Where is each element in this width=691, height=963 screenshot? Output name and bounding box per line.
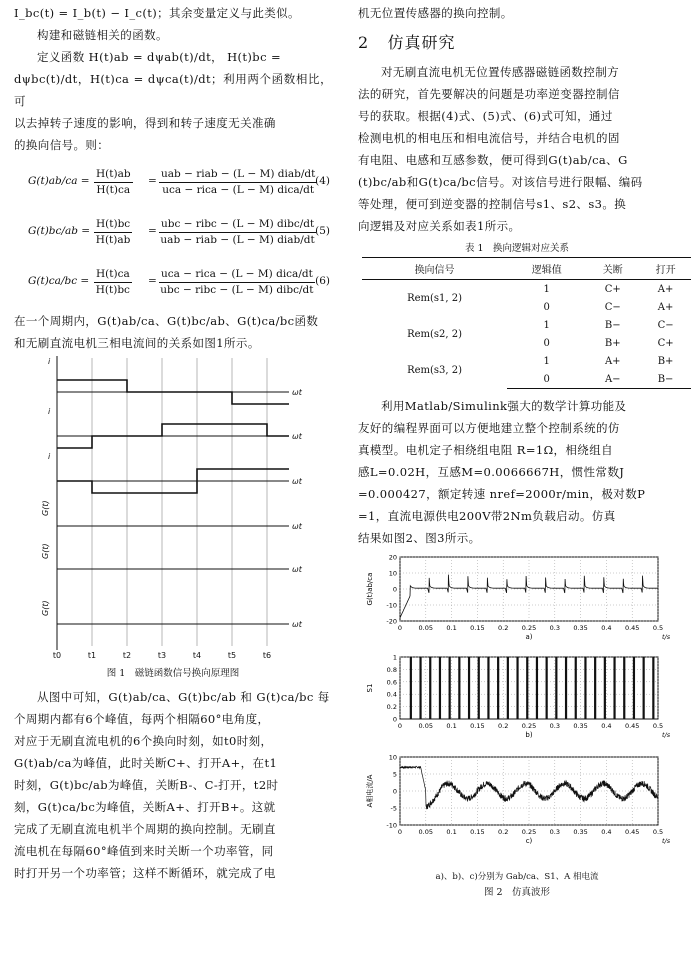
text-line: 号的获取。根据(4)式、(5)式、(6)式可知，通过 (358, 109, 613, 123)
eq-fraction (94, 217, 132, 248)
x-tick-label: 0.3 (549, 828, 560, 836)
table-cell: C+ (604, 283, 621, 295)
y-axis-label: A相电流/A (366, 774, 374, 808)
panel-tag: b) (525, 731, 533, 739)
table-1-title: 表 1 换向逻辑对应关系 (464, 243, 570, 254)
x-label: ωt (292, 477, 302, 486)
eq-num: H(t)ab (94, 167, 133, 183)
group-name: Rem(s3, 2) (407, 364, 463, 376)
eq-lhs: G(t)bc/ab = (28, 225, 91, 237)
x-tick-label: 0.15 (470, 828, 485, 836)
y-label-ia: i (48, 357, 51, 366)
x-tick-label: 0.35 (573, 624, 588, 632)
x-tick-label: 0.1 (446, 722, 457, 730)
equation-number: (5) (315, 225, 330, 237)
panel-tag: c) (525, 837, 533, 845)
table-row (362, 352, 691, 370)
eq-num: H(t)bc (94, 217, 132, 233)
tick-t6: t6 (262, 651, 272, 660)
x-tick-label: 0.2 (498, 722, 509, 730)
x-tick-label: 0.4 (601, 828, 612, 836)
eq-den: uca − rica − (L − M) dica/dt (162, 184, 315, 196)
eq-fraction (159, 267, 315, 298)
table-cell: C+ (657, 337, 674, 349)
figure-2-subcaption: a)、b)、c)分别为 Gab/ca、S1、A 相电流 (435, 872, 599, 882)
text-line: 友好的编程界面可以方便地建立整个控制系统的仿 (358, 421, 620, 435)
y-label-g3: G(t) (41, 600, 50, 616)
x-unit-label: t/s (662, 837, 671, 845)
x-tick-label: 0.05 (418, 624, 434, 632)
y-axis-label: S1 (366, 683, 374, 693)
eq-num: H(t)ca (94, 267, 132, 283)
table-row (362, 280, 691, 299)
table-cell: 0 (507, 370, 586, 389)
eq-fraction (159, 217, 316, 248)
equation-number: (4) (315, 175, 330, 187)
x-unit-label: t/s (662, 731, 671, 739)
x-tick-label: 0.25 (521, 828, 537, 836)
def-h-bc: H(t)bc = (227, 50, 281, 64)
table-row (362, 316, 691, 334)
x-tick-label: 0.2 (498, 624, 509, 632)
y-tick-label: -5 (390, 804, 397, 813)
table-cell: B− (639, 370, 691, 389)
text-line: 和无刷直流电机三相电流间的关系如图1所示。 (14, 336, 260, 350)
table-cell: 1 (543, 283, 550, 295)
text-line: 在一个周期内，G(t)ab/ca、G(t)bc/ab、G(t)ca/bc函数 (14, 314, 319, 328)
right-column (358, 0, 676, 901)
x-tick-label: 0.45 (624, 828, 640, 836)
table-cell: 1 (543, 355, 550, 367)
tick-t2: t2 (122, 651, 132, 660)
x-tick-label: 0.5 (652, 624, 664, 632)
def-label: 定义函数 (37, 50, 85, 64)
column-header: 关断 (586, 258, 639, 280)
section-number: 2 (358, 33, 370, 52)
column-header: 逻辑值 (507, 258, 586, 280)
x-label: ωt (292, 522, 302, 531)
y-label-g2: G(t) (41, 543, 50, 559)
x-label: ωt (292, 432, 302, 441)
left-column (14, 0, 332, 884)
table-cell: C− (604, 301, 621, 313)
text-line: 时刻，G(t)bc/ab为峰值，关断B-、C-打开，t2时 (14, 778, 279, 792)
x-tick-label: 0 (397, 624, 403, 632)
y-tick-label: 10 (388, 569, 397, 578)
figure-2-caption: 图 2 仿真波形 (483, 887, 551, 898)
text-line: (t)bc/ab和G(t)ca/bc信号。对该信号进行限幅、编码 (358, 175, 643, 189)
x-tick-label: 0.5 (652, 828, 664, 836)
table-cell: A+ (657, 301, 674, 313)
x-tick-label: 0.45 (624, 624, 640, 632)
figure-2-simulation-waveforms (358, 551, 676, 871)
x-label: ωt (292, 388, 302, 397)
eq-den: H(t)ab (95, 234, 131, 246)
x-tick-label: 0.4 (601, 722, 612, 730)
text-line: 对无刷直流电机无位置传感器磁链函数控制方 (381, 65, 619, 79)
y-tick-label: 0.8 (386, 665, 397, 674)
y-label-g1: G(t) (41, 500, 50, 516)
text-line: 向逻辑及对应关系如表1所示。 (358, 219, 521, 233)
y-tick-label: -10 (386, 821, 397, 830)
x-tick-label: 0.05 (418, 722, 434, 730)
figure-1-commutation-diagram (14, 354, 332, 672)
text-line: 等处理，便可到逆变器的控制信号s1、s2、s3。换 (358, 197, 627, 211)
y-tick-label: 0.2 (386, 703, 397, 712)
text-line: I_bc(t) = I_b(t) − I_c(t)；其余变量定义与此类似。 (14, 6, 300, 20)
x-unit-label: t/s (662, 633, 671, 641)
x-label: ωt (292, 620, 302, 629)
x-tick-label: 0.2 (498, 828, 509, 836)
text-line: 感L=0.02H，互感M=0.0066667H，惯性常数J (358, 465, 625, 479)
x-tick-label: 0.4 (601, 624, 612, 632)
equation-5: G(t)bc/ab = $\frac{H(t)bc}{H(t)ab}$ = ubc − ribc − (L − M) dibc/dt uab − riab − (L − M) diab/dt (5) (28, 218, 330, 246)
eq-fraction (159, 167, 317, 198)
y-tick-label: 20 (388, 553, 397, 562)
text-line: 有电阻、电感和互感参数，便可得到G(t)ab/ca、G (358, 153, 628, 167)
x-tick-label: 0.1 (446, 624, 457, 632)
table-cell: B+ (604, 337, 621, 349)
time-gridlines (92, 358, 267, 646)
table-cell: A− (586, 370, 639, 389)
y-label-ic: i (48, 452, 51, 461)
section-heading (358, 30, 676, 53)
text-line: 结果如图2、图3所示。 (358, 531, 481, 545)
section-title: 仿真研究 (387, 33, 456, 52)
panel-tag: a) (525, 633, 533, 641)
x-tick-label: 0 (397, 828, 403, 836)
x-tick-label: 0.35 (573, 722, 588, 730)
tick-t1: t1 (87, 651, 97, 660)
text-line: 完成了无刷直流电机半个周期的换向控制。无刷直 (14, 822, 276, 836)
column-header: 打开 (639, 258, 691, 280)
text-line: dψbc(t)/dt，H(t)ca = dψca(t)/dt；利用两个函数相比，可 (14, 72, 332, 108)
tick-t4: t4 (192, 651, 202, 660)
text-line: 时打开另一个功率管；这样不断循环，就完成了电 (14, 866, 276, 880)
y-tick-label: 0 (392, 585, 397, 594)
x-tick-label: 0.1 (446, 828, 457, 836)
x-tick-label: 0.25 (521, 722, 537, 730)
y-tick-label: 0.4 (386, 690, 397, 699)
tick-t5: t5 (227, 651, 237, 660)
x-tick-label: 0.45 (624, 722, 640, 730)
tick-t0: t0 (52, 651, 62, 660)
table-cell: 0 (543, 337, 550, 349)
definition-line: 定义函数 H(t)ab = dψab(t)/dt， H(t)bc = (37, 50, 281, 64)
x-tick-label: 0.25 (521, 624, 537, 632)
eq-den: H(t)bc (95, 284, 130, 296)
x-tick-label: 0.3 (549, 722, 560, 730)
column-header: 换向信号 (362, 258, 507, 280)
text-line: 个周期内都有6个峰值，每两个相隔60°电角度， (14, 712, 270, 726)
x-tick-label: 0 (397, 722, 403, 730)
eq-lhs: G(t)ab/ca = (28, 175, 90, 187)
y-tick-label: -10 (386, 601, 397, 610)
text-line: 以去掉转子速度的影响，得到和转子速度无关准确 (14, 116, 276, 130)
eq-lhs: G(t)ca/bc = (28, 275, 90, 287)
y-tick-label: 10 (388, 753, 397, 762)
text-line: =1，直流电源供电200V带2Nm负载启动。仿真 (358, 509, 616, 523)
text-line: 流电机在每隔60°峰值到来时关断一个功率管，同 (14, 844, 274, 858)
y-label-ib: i (48, 407, 51, 416)
eq-den: H(t)ca (96, 184, 131, 196)
text-line: 检测电机的相电压和相电流信号，并结合电机的固 (358, 131, 620, 145)
table-header-row (362, 258, 691, 280)
eq-fraction (94, 267, 132, 298)
text-line: 法的研究，首先要解决的问题是功率逆变器控制信 (358, 87, 620, 101)
table-cell: B+ (657, 355, 674, 367)
text-line: =0.000427，额定转速 nref=2000r/min，极对数P (358, 487, 646, 501)
tick-t3: t3 (157, 651, 167, 660)
text-line: 真模型。电机定子相绕组电阻 R=1Ω，相绕组自 (358, 443, 613, 457)
x-tick-label: 0.05 (418, 828, 434, 836)
table-cell: 0 (543, 301, 550, 313)
group-name: Rem(s2, 2) (407, 328, 463, 340)
equation-4: G(t)ab/ca = $\frac{H(t)ab}{H(t)ca}$ = uab − riab − (L − M) diab/dt uca − rica − (L − M) dica/dt (4) (28, 168, 330, 196)
text-line: 刻，G(t)ca/bc为峰值，关断A+、打开B+。这就 (14, 800, 276, 814)
text-line: 利用Matlab/Simulink强大的数学计算功能及 (381, 399, 627, 413)
x-label: ωt (292, 565, 302, 574)
text-line: 构建和磁链相关的函数。 (37, 28, 168, 42)
figure-1-caption: 图 1 磁链函数信号换向原理图 (106, 668, 240, 679)
eq-den: uab − riab − (L − M) diab/dt (160, 234, 315, 246)
y-tick-label: -20 (386, 617, 397, 626)
x-tick-label: 0.3 (549, 624, 560, 632)
equation-number: (6) (315, 275, 330, 287)
text-line: G(t)ab/ca为峰值，此时关断C+、打开A+，在t1 (14, 756, 278, 770)
y-tick-label: 0 (392, 715, 397, 724)
eq-num: ubc − ribc − (L − M) dibc/dt (159, 217, 316, 233)
y-tick-label: 1 (392, 653, 397, 662)
text-line: 从图中可知，G(t)ab/ca、G(t)bc/ab 和 G(t)ca/bc 每 (37, 690, 330, 704)
table-1-commutation-logic (362, 257, 691, 389)
text-line: 的换向信号。则： (14, 138, 110, 152)
table-cell: A+ (657, 283, 674, 295)
equation-6: G(t)ca/bc = $\frac{H(t)ca}{H(t)bc}$ = uca − rica − (L − M) dica/dt ubc − ribc − (L − M) dibc/dt (6) (28, 268, 330, 296)
eq-num: uca − rica − (L − M) dica/dt (159, 267, 315, 283)
eq-den: ubc − ribc − (L − M) dibc/dt (160, 284, 314, 296)
def-h-ab: H(t)ab = dψab(t)/dt (88, 50, 212, 64)
eq-fraction (94, 167, 133, 198)
y-tick-label: 0 (392, 787, 397, 796)
table-cell: A+ (604, 355, 621, 367)
text-line: 对应于无刷直流电机的6个换向时刻，如t0时刻， (14, 734, 273, 748)
table-cell: C− (657, 319, 674, 331)
x-tick-label: 0.5 (652, 722, 664, 730)
eq-num: uab − riab − (L − M) diab/dt (159, 167, 317, 183)
text-line: 机无位置传感器的换向控制。 (358, 6, 513, 20)
y-axis-label: G(t)ab/ca (366, 572, 374, 606)
x-tick-label: 0.15 (470, 624, 485, 632)
table-cell: B− (604, 319, 621, 331)
y-tick-label: 5 (392, 770, 397, 779)
x-tick-label: 0.35 (573, 828, 588, 836)
table-cell: 1 (543, 319, 550, 331)
y-tick-label: 0.6 (386, 678, 397, 687)
group-name: Rem(s1, 2) (407, 292, 463, 304)
x-tick-label: 0.15 (470, 722, 485, 730)
